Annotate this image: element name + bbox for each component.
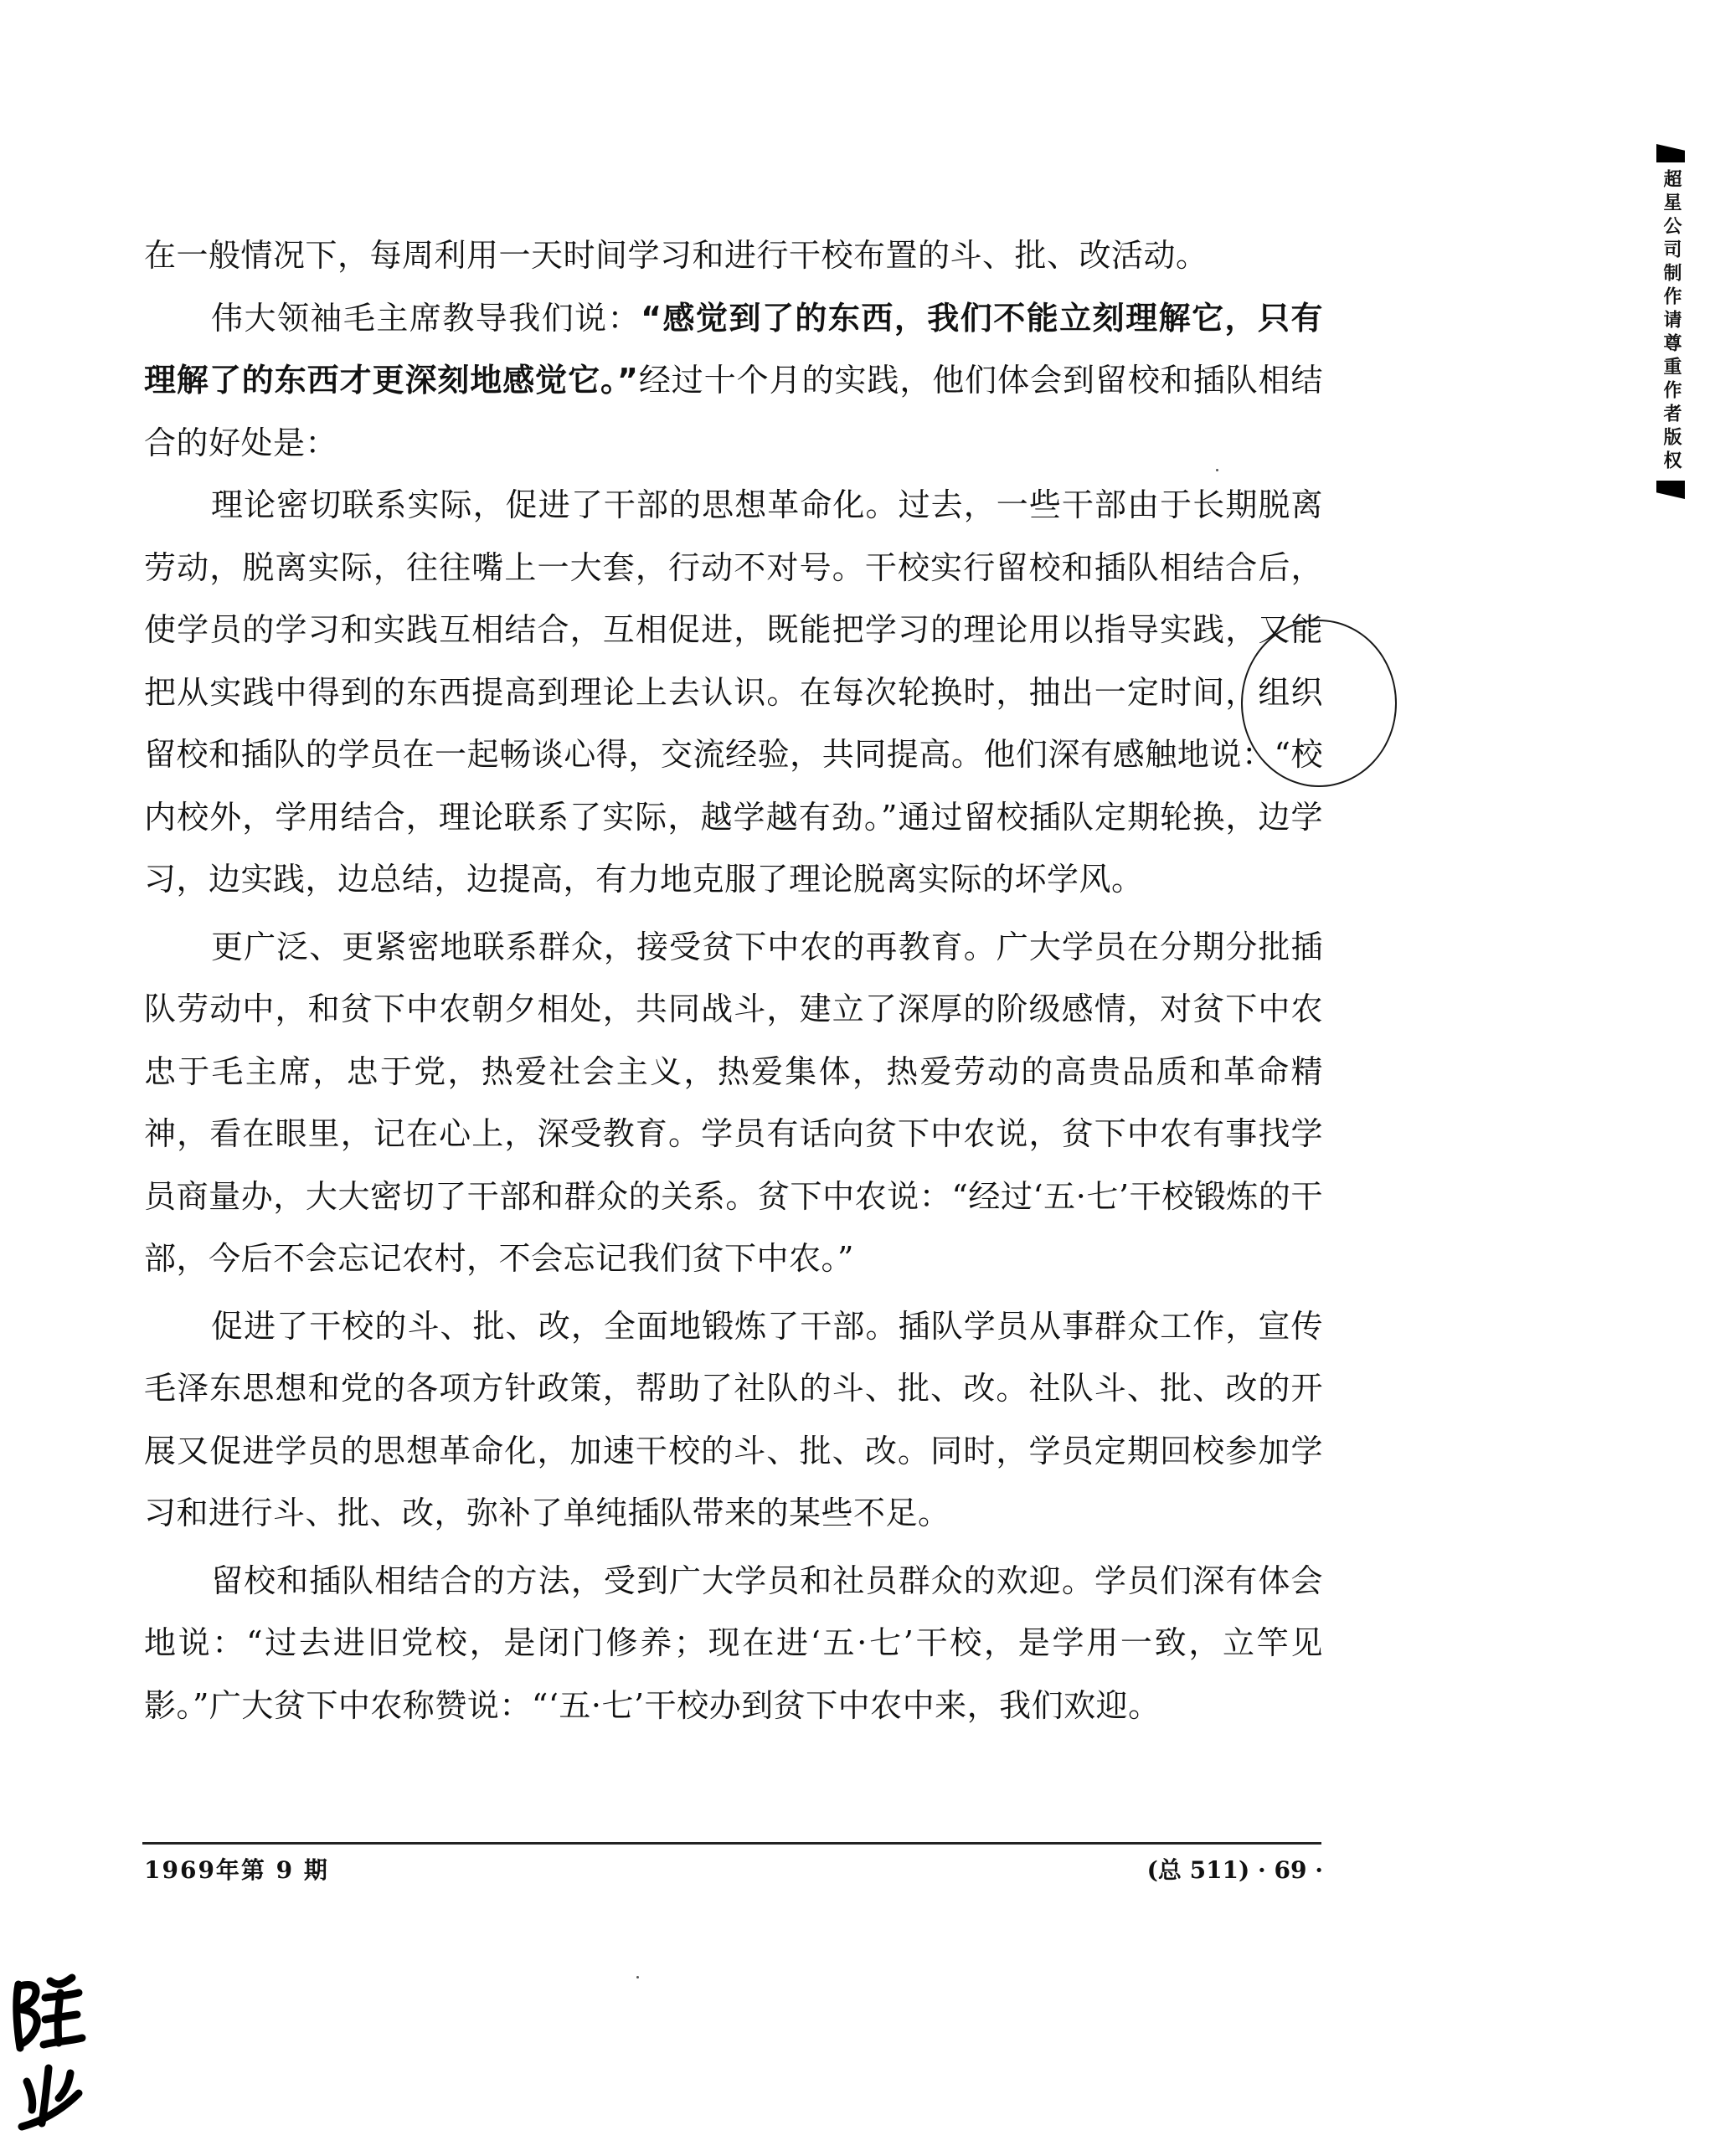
paragraph-5: 促进了干校的斗、批、改，全面地锻炼了干部。插队学员从事群众工作，宣传毛泽东思想和党的各项方针政策，帮助了社队的斗、批、改。社队斗、批、改的开展又促进学员的思想革命化，加速干校的斗、批、改。同时，学员定期回校参加学习和进行斗、批、改，弥补了单纯插队带来的某些不足。: [144, 1307, 1323, 1531]
footer-divider: [142, 1842, 1321, 1845]
watermark-bar-top: [1656, 144, 1685, 162]
watermark-bar-bottom: [1656, 481, 1685, 499]
copyright-watermark: [1656, 144, 1685, 499]
article-body: [144, 224, 1323, 1737]
watermark-text: 超星公司制作请尊重作者版权: [1661, 169, 1682, 474]
paragraph-4: 更广泛、更紧密地联系群众，接受贫下中农的再教育。广大学员在分期分批插队劳动中，和贫下中农朝夕相处，共同战斗，建立了深厚的阶级感情，对贫下中农忠于毛主席，忠于党，热爱社会主义，热爱集体，热爱劳动的高贵品质和革命精神，看在眼里，记在心上，深受教育。学员有话向贫下中农说，贫下中农有事找学员商量办，大大密切了干部和群众的关系。贫下中农说：“经过‘五·七’干校锻炼的干部，今后不会忘记农村，不会忘记我们贫下中农。”: [144, 928, 1323, 1277]
hand-drawn-circle: [1241, 620, 1397, 787]
issue-label: 1969年第 9 期: [144, 1856, 329, 1884]
quote-tail: 经过十个月的实践，他们体会到留校和插队相结合的好处是：: [144, 362, 1323, 461]
calligraphy-seal: [7, 1968, 87, 2135]
scan-speck: [1216, 469, 1218, 471]
scan-speck: [636, 1976, 639, 1978]
paragraph-2: [144, 287, 1323, 475]
paragraph-1: 在一般情况下，每周利用一天时间学习和进行干校布置的斗、批、改活动。: [144, 237, 1208, 274]
page-number: (总 511) · 69 ·: [1146, 1856, 1323, 1884]
mao-quote: “感觉到了的东西，我们不能立刻理解它，只有理解了的东西才更深刻地感觉它。”: [144, 299, 1323, 399]
paragraph-6: 留校和插队相结合的方法，受到广大学员和社员群众的欢迎。学员们深有体会地说：“过去进旧党校，是闭门修养；现在进‘五·七’干校，是学用一致，立竿见影。”广大贫下中农称赞说：“‘五·七’干校办到贫下中农中来，我们欢迎。: [144, 1562, 1323, 1724]
quote-lead: 伟大领袖毛主席教导我们说：: [211, 299, 641, 337]
paragraph-3: 理论密切联系实际，促进了干部的思想革命化。过去，一些干部由于长期脱离劳动，脱离实际，往往嘴上一大套，行动不对号。干校实行留校和插队相结合后，使学员的学习和实践互相结合，互相促进，既能把学习的理论用以指导实践，又能把从实践中得到的东西提高到理论上去认识。在每次轮换时，抽出一定时间，组织留校和插队的学员在一起畅谈心得，交流经验，共同提高。他们深有感触地说：“校内校外，学用结合，理论联系了实际，越学越有劲。”通过留校插队定期轮换，边学习，边实践，边总结，边提高，有力地克服了理论脱离实际的坏学风。: [144, 486, 1323, 898]
